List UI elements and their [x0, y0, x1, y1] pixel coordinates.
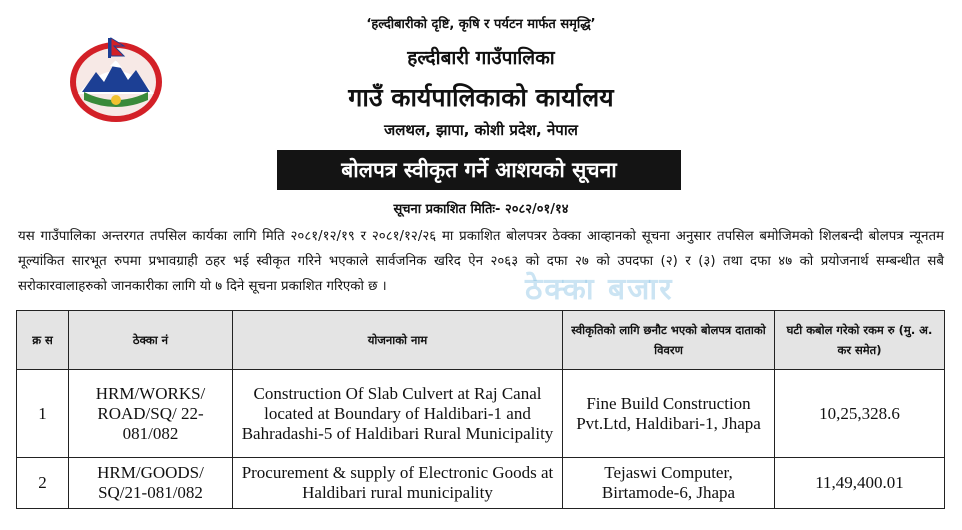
cell-sn: 2 — [17, 458, 69, 509]
cell-amount: 10,25,328.6 — [775, 370, 945, 458]
table-header-row — [17, 311, 945, 370]
cell-contract: HRM/GOODS/ SQ/21-081/082 — [69, 458, 233, 509]
cell-contract: HRM/WORKS/ ROAD/SQ/ 22-081/082 — [69, 370, 233, 458]
cell-amount: 11,49,400.01 — [775, 458, 945, 509]
office-address: जलथल, झापा, कोशी प्रदेश, नेपाल — [384, 121, 578, 139]
header-project: योजनाको नाम — [233, 311, 563, 370]
cell-bidder: Tejaswi Computer, Birtamode-6, Jhapa — [563, 458, 775, 509]
bids-table — [16, 310, 945, 509]
notice-title: बोलपत्र स्वीकृत गर्ने आशयको सूचना — [341, 158, 617, 182]
header-contract: ठेक्का नं — [69, 311, 233, 370]
publish-date: सूचना प्रकाशित मितिः- २०८२/०१/१४ — [393, 202, 569, 217]
watermark: ठेक्का बजार — [525, 272, 674, 307]
table-row — [17, 458, 945, 509]
cell-project: Construction Of Slab Culvert at Raj Canal located at Boundary of Haldibari-1 and Bahradashi-5 of Haldibari Rural Municipality — [233, 370, 563, 458]
cell-project: Procurement & supply of Electronic Goods at Haldibari rural municipality — [233, 458, 563, 509]
cell-bidder: Fine Build Construction Pvt.Ltd, Haldibari-1, Jhapa — [563, 370, 775, 458]
table-row — [17, 370, 945, 458]
notice-title-banner — [277, 150, 681, 190]
notice-body: यस गाउँपालिका अन्तरगत तपसिल कार्यका लागि मिति २०८१/१२/१९ र २०८१/१२/२६ मा प्रकाशित बोलपत्रर ठेक्का आव्हानको सूचना अनुसार तपसिल बमोजिमको शिलबन्दी बोलपत्र न्यूनतम मूल्यांकित सारभूत रुपमा प्रभावग्राही ठहर भई स्वीकृत गरिने भएकाले सार्वजनिक खरिद ऐन २०६३ को दफा २७ को उपदफा (२) र (३) तथा दफा ४७ को प्रयोजनार्थ सम्बन्धीत सबै सरोकारवालाहरुको जानकारीका लागि यो ७ दिने सूचना प्रकाशित गरिएको छ । — [18, 229, 944, 294]
header-amount: घटी कबोल गरेको रकम रु (मु. अ. कर समेत) — [775, 311, 945, 370]
header-bidder: स्वीकृतिको लागि छनौट भएको बोलपत्र दाताको विवरण — [563, 311, 775, 370]
slogan: ‘हल्दीबारीको दृष्टि, कृषि र पर्यटन मार्फत समृद्धि’ — [366, 17, 596, 32]
office-name: गाउँ कार्यपालिकाको कार्यालय — [348, 83, 614, 112]
header-sn: क्र स — [17, 311, 69, 370]
cell-sn: 1 — [17, 370, 69, 458]
org-name: हल्दीबारी गाउँपालिका — [407, 47, 555, 69]
